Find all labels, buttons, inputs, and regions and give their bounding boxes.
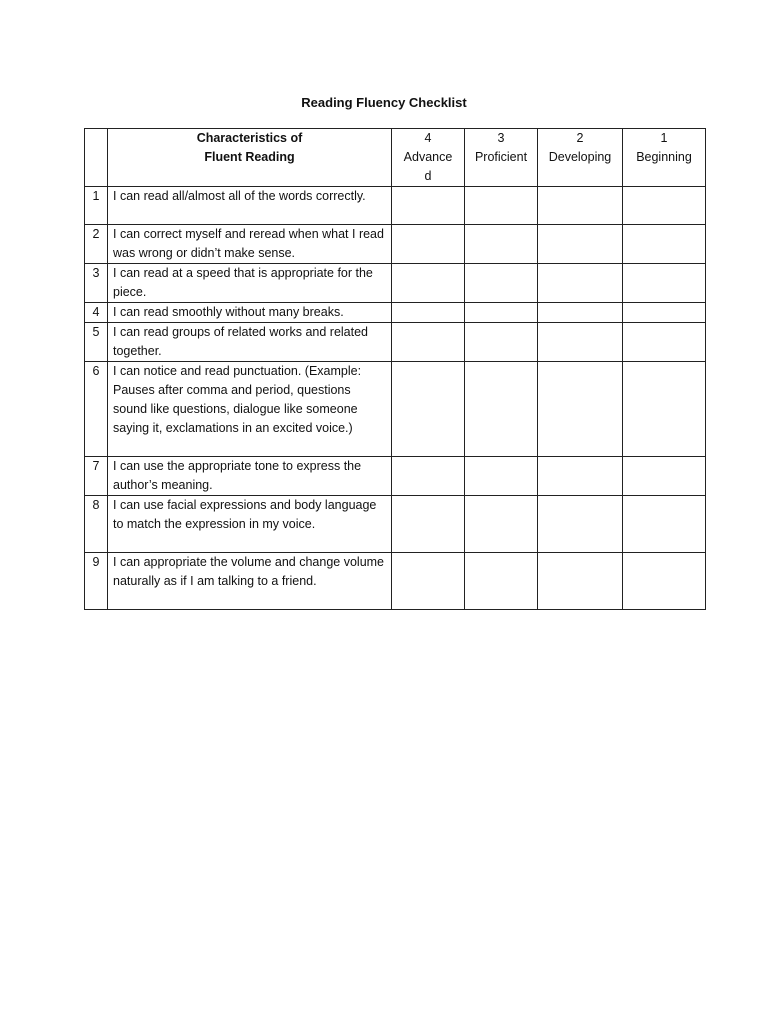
level-label: Advanced — [403, 150, 453, 183]
table-row — [85, 225, 706, 264]
rating-cell-beginning[interactable] — [623, 187, 706, 225]
rating-cell-proficient[interactable] — [465, 496, 538, 553]
table-row — [85, 303, 706, 323]
table-row — [85, 187, 706, 225]
row-number: 7 — [85, 457, 108, 496]
header-level-1 — [623, 129, 706, 187]
level-number: 1 — [660, 131, 668, 145]
row-number: 8 — [85, 496, 108, 553]
rating-cell-advanced[interactable] — [392, 496, 465, 553]
header-characteristics-line1: Characteristics of — [196, 131, 303, 145]
header-characteristics-line2: Fluent Reading — [204, 150, 295, 164]
table-row — [85, 496, 706, 553]
rating-cell-beginning[interactable] — [623, 553, 706, 610]
rating-cell-developing[interactable] — [538, 362, 623, 457]
rating-cell-proficient[interactable] — [465, 362, 538, 457]
level-number: 3 — [497, 131, 505, 145]
row-description: I can notice and read punctuation. (Example: Pauses after comma and period, questions sound like questions, dialogue like someone saying it, exclamations in an excited voice.) — [108, 362, 392, 457]
row-number: 9 — [85, 553, 108, 610]
rating-cell-beginning[interactable] — [623, 362, 706, 457]
table-row — [85, 323, 706, 362]
rating-cell-developing[interactable] — [538, 457, 623, 496]
row-description: I can read groups of related works and related together. — [108, 323, 392, 362]
level-number: 2 — [576, 131, 584, 145]
rating-cell-advanced[interactable] — [392, 303, 465, 323]
fluency-checklist-table — [84, 128, 706, 610]
rating-cell-proficient[interactable] — [465, 457, 538, 496]
rating-cell-advanced[interactable] — [392, 457, 465, 496]
rating-cell-developing[interactable] — [538, 264, 623, 303]
row-number: 2 — [85, 225, 108, 264]
rating-cell-proficient[interactable] — [465, 553, 538, 610]
rating-cell-advanced[interactable] — [392, 323, 465, 362]
rating-cell-beginning[interactable] — [623, 457, 706, 496]
header-level-4 — [392, 129, 465, 187]
row-description: I can use the appropriate tone to express the author’s meaning. — [108, 457, 392, 496]
rating-cell-advanced[interactable] — [392, 362, 465, 457]
rating-cell-advanced[interactable] — [392, 187, 465, 225]
row-description: I can appropriate the volume and change volume naturally as if I am talking to a friend. — [108, 553, 392, 610]
header-level-3 — [465, 129, 538, 187]
rating-cell-developing[interactable] — [538, 323, 623, 362]
level-number: 4 — [424, 131, 432, 145]
table-header-row — [85, 129, 706, 187]
rating-cell-developing[interactable] — [538, 496, 623, 553]
level-label: Developing — [548, 150, 612, 164]
rating-cell-proficient[interactable] — [465, 225, 538, 264]
rating-cell-proficient[interactable] — [465, 323, 538, 362]
row-description: I can read at a speed that is appropriate for the piece. — [108, 264, 392, 303]
rating-cell-beginning[interactable] — [623, 303, 706, 323]
table-row — [85, 264, 706, 303]
rating-cell-proficient[interactable] — [465, 264, 538, 303]
rating-cell-beginning[interactable] — [623, 496, 706, 553]
header-characteristics-cell — [108, 129, 392, 187]
row-number: 4 — [85, 303, 108, 323]
row-description: I can read smoothly without many breaks. — [108, 303, 392, 323]
row-number: 5 — [85, 323, 108, 362]
row-description: I can correct myself and reread when what I read was wrong or didn’t make sense. — [108, 225, 392, 264]
rating-cell-advanced[interactable] — [392, 264, 465, 303]
rating-cell-proficient[interactable] — [465, 187, 538, 225]
rating-cell-developing[interactable] — [538, 553, 623, 610]
rating-cell-advanced[interactable] — [392, 225, 465, 264]
header-level-2 — [538, 129, 623, 187]
row-number: 3 — [85, 264, 108, 303]
rating-cell-advanced[interactable] — [392, 553, 465, 610]
rating-cell-beginning[interactable] — [623, 225, 706, 264]
table-row — [85, 362, 706, 457]
rating-cell-developing[interactable] — [538, 225, 623, 264]
row-description: I can read all/almost all of the words correctly. — [108, 187, 392, 225]
rating-cell-developing[interactable] — [538, 303, 623, 323]
level-label: Beginning — [636, 150, 692, 164]
table-row — [85, 457, 706, 496]
row-description: I can use facial expressions and body language to match the expression in my voice. — [108, 496, 392, 553]
rating-cell-beginning[interactable] — [623, 264, 706, 303]
table-row — [85, 553, 706, 610]
rating-cell-proficient[interactable] — [465, 303, 538, 323]
row-number: 1 — [85, 187, 108, 225]
page-title: Reading Fluency Checklist — [301, 95, 467, 110]
row-number: 6 — [85, 362, 108, 457]
rating-cell-developing[interactable] — [538, 187, 623, 225]
level-label: Proficient — [474, 150, 528, 164]
rating-cell-beginning[interactable] — [623, 323, 706, 362]
header-number-cell — [85, 129, 108, 187]
